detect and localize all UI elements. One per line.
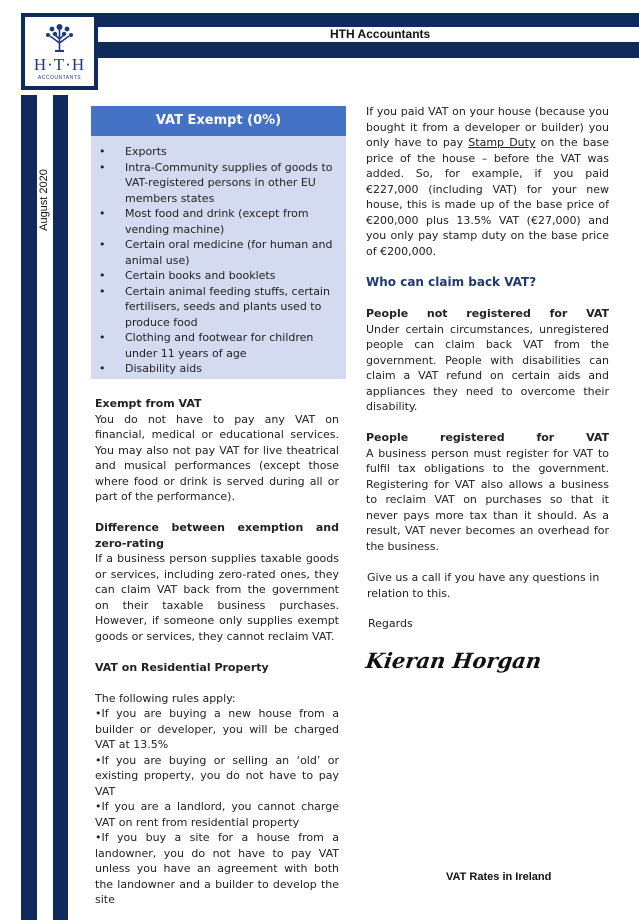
logo-text: H·T·H [33, 55, 86, 74]
list-item: •If you are a landlord, you cannot charge VAT on rent from residential property [95, 800, 339, 829]
stamp-duty-link[interactable]: Stamp Duty [468, 136, 536, 149]
list-item: • Clothing and footwear for children under 11 years of age [99, 330, 340, 361]
residential-rules [95, 691, 339, 908]
list-item: • Certain oral medicine (for human and animal use) [99, 237, 340, 268]
paragraph-text: If you paid VAT on your house (because you bought it from a developer or builder) you only have to pay [366, 105, 609, 149]
closing-text: Give us a call if you have any questions in relation to this. [367, 571, 600, 600]
heading-word: for [536, 431, 555, 444]
list-item: •If you are buying a new house from a builder or developer, you will be charged VAT at 13.5% [95, 707, 339, 751]
difference-body: If a business person supplies taxable goods or services, including zero-rated ones, they can claim VAT back from the government on their taxable business purchases. However, if someone only supplies exempt goods or services, they cannot reclaim VAT. [95, 552, 339, 643]
heading-word: for [549, 307, 568, 320]
tree-logo-icon [44, 21, 75, 55]
regards-text: Regards [368, 617, 413, 630]
issue-date: August 2020 [38, 169, 50, 231]
heading-word: registered [440, 431, 505, 444]
footer-title: VAT Rates in Ireland [446, 871, 552, 883]
not-registered-body: Under certain circumstances, unregistered people can claim back VAT from the government. People with disabilities can claim a VAT refund on certain aids and appliances they need to overcome their disability. [366, 322, 609, 413]
list-item: • Exports [99, 144, 340, 160]
company-logo [21, 13, 98, 90]
heading-word: registered [466, 307, 531, 320]
header-bar-top [98, 13, 639, 27]
list-item: • Intra-Community supplies of goods to VAT-registered persons in other EU members states [99, 160, 340, 207]
left-column [95, 396, 339, 908]
heading-word: VAT [586, 431, 609, 444]
side-stripe-right [53, 95, 68, 920]
right-column [366, 104, 609, 554]
paragraph-text: on the base price of the house – before the VAT was added. So, for example, if you paid €227,000 (including VAT) for your new house, this is made up of the base price of €200,000 plus 13.5% VAT (€27,000) and you only pay stamp duty on the base price of €200,000. [366, 136, 609, 258]
not-registered-heading [366, 306, 609, 322]
registered-section [366, 430, 609, 554]
vat-exempt-list [91, 136, 346, 377]
stamp-duty-paragraph [366, 104, 609, 259]
list-item: • Certain animal feeding stuffs, certain fertilisers, seeds and plants used to produce food [99, 284, 340, 331]
heading-word: VAT [586, 307, 609, 320]
difference-heading: Difference between exemption and zero-rating [95, 521, 339, 550]
heading-word: People [366, 307, 409, 320]
residential-intro: The following rules apply: [95, 691, 236, 705]
list-item: • Most food and drink (except from vending machine) [99, 206, 340, 237]
who-can-claim-heading: Who can claim back VAT? [366, 274, 537, 289]
signature: Kieran Horgan [364, 648, 544, 673]
exempt-heading: Exempt from VAT [95, 397, 202, 410]
header-bar-bottom [98, 42, 639, 58]
logo-subtext: ACCOUNTANTS [37, 75, 82, 81]
exempt-body: You do not have to pay any VAT on financial, medical or educational services. You may also not pay VAT for live theatrical and musical performances (except those where food or drink is served during all or part of the performance). [95, 412, 339, 503]
registered-body: A business person must register for VAT to fulfil tax obligations to the government. Registering for VAT also allows a business to reclaim VAT on purchases so that it never pays more tax than it should. As a result, VAT never becomes an overhead for the business. [366, 446, 609, 553]
difference-section [95, 520, 339, 644]
vat-exempt-title: VAT Exempt (0%) [91, 106, 346, 136]
residential-heading: VAT on Residential Property [95, 660, 269, 674]
list-item: •If you buy a site for a house from a landowner, you do not have to pay VAT unless you have an agreement with both the landowner and a builder to develop the site [95, 831, 339, 906]
not-registered-section [366, 306, 609, 415]
registered-heading [366, 430, 609, 446]
heading-word: People [366, 431, 409, 444]
brand-name: HTH Accountants [330, 27, 431, 41]
list-item: •If you are buying or selling an ‘old’ or existing property, you do not have to pay VAT [95, 753, 339, 798]
vat-exempt-box [91, 106, 346, 379]
list-item: • Disability aids [99, 361, 340, 377]
side-stripe-left [21, 95, 37, 920]
list-item: • Certain books and booklets [99, 268, 340, 284]
heading-word: not [426, 307, 448, 320]
exempt-section [95, 396, 339, 505]
